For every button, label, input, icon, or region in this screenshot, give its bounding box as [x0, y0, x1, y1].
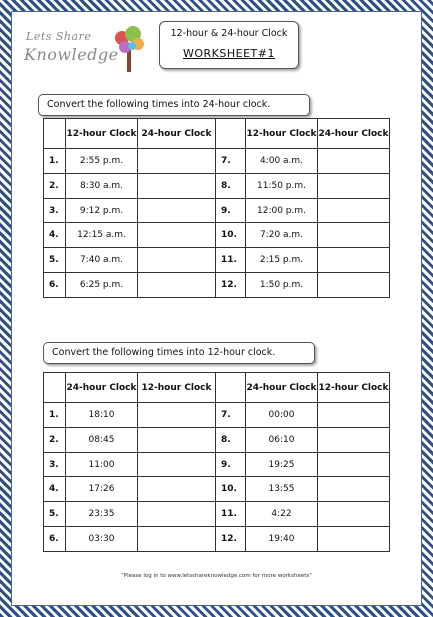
question-number: 6.	[44, 527, 66, 552]
answer-cell[interactable]	[318, 173, 390, 198]
given-time: 7:40 a.m.	[66, 248, 138, 273]
answer-cell[interactable]	[138, 223, 216, 248]
given-time: 06:10	[246, 427, 318, 452]
question-number: 10.	[216, 477, 246, 502]
answer-cell[interactable]	[138, 173, 216, 198]
question-number: 7.	[216, 149, 246, 174]
given-time: 12:00 p.m.	[246, 198, 318, 223]
question-number: 1.	[44, 149, 66, 174]
answer-cell[interactable]	[318, 452, 390, 477]
site-logo	[20, 20, 152, 76]
worksheet-subtitle: 12-hour & 24-hour Clock	[170, 28, 288, 39]
answer-cell[interactable]	[318, 527, 390, 552]
given-time: 00:00	[246, 403, 318, 428]
question-number: 6.	[44, 273, 66, 298]
question-number: 9.	[216, 452, 246, 477]
given-time: 19:40	[246, 527, 318, 552]
column-header: 24-hour Clock	[66, 373, 138, 403]
given-time: 11:50 p.m.	[246, 173, 318, 198]
given-time: 13:55	[246, 477, 318, 502]
column-header: 12-hour Clock	[66, 119, 138, 149]
column-header: 24-hour Clock	[138, 119, 216, 149]
column-header: 12-hour Clock	[318, 373, 390, 403]
table-row	[44, 477, 390, 502]
answer-cell[interactable]	[318, 477, 390, 502]
given-time: 12:15 a.m.	[66, 223, 138, 248]
question-number: 8.	[216, 173, 246, 198]
question-number: 9.	[216, 198, 246, 223]
question-number: 12.	[216, 273, 246, 298]
question-number: 7.	[216, 403, 246, 428]
table-row	[44, 248, 390, 273]
column-header: 12-hour Clock	[138, 373, 216, 403]
logo-text-line1: Lets Share	[26, 30, 92, 43]
instruction-12-hour: Convert the following times into 12-hour clock.	[43, 342, 315, 364]
answer-cell[interactable]	[318, 223, 390, 248]
table-row	[44, 527, 390, 552]
footer-note: "Please log in to www.letsshareknowledge.com for more worksheets"	[121, 573, 312, 579]
given-time: 19:25	[246, 452, 318, 477]
given-time: 23:35	[66, 502, 138, 527]
given-time: 11:00	[66, 452, 138, 477]
table-row	[44, 149, 390, 174]
given-time: 03:30	[66, 527, 138, 552]
table-row	[44, 502, 390, 527]
given-time: 1:50 p.m.	[246, 273, 318, 298]
answer-cell[interactable]	[318, 248, 390, 273]
question-number: 3.	[44, 198, 66, 223]
given-time: 17:26	[66, 477, 138, 502]
answer-cell[interactable]	[318, 403, 390, 428]
table-row	[44, 403, 390, 428]
question-number: 1.	[44, 403, 66, 428]
table-row	[44, 452, 390, 477]
answer-cell[interactable]	[138, 273, 216, 298]
question-number: 2.	[44, 427, 66, 452]
question-number: 11.	[216, 502, 246, 527]
answer-cell[interactable]	[318, 427, 390, 452]
answer-cell[interactable]	[318, 149, 390, 174]
column-header: 24-hour Clock	[318, 119, 390, 149]
header-blank	[216, 119, 246, 149]
instruction-24-hour: Convert the following times into 24-hour clock.	[38, 94, 310, 116]
header-blank	[44, 119, 66, 149]
column-header: 12-hour Clock	[246, 119, 318, 149]
given-time: 2:55 p.m.	[66, 149, 138, 174]
answer-cell[interactable]	[138, 248, 216, 273]
table-header-row	[44, 119, 390, 149]
given-time: 2:15 p.m.	[246, 248, 318, 273]
answer-cell[interactable]	[138, 477, 216, 502]
given-time: 7:20 a.m.	[246, 223, 318, 248]
answer-cell[interactable]	[138, 149, 216, 174]
given-time: 4:22	[246, 502, 318, 527]
worksheet-title: WORKSHEET#1	[183, 47, 275, 60]
question-number: 2.	[44, 173, 66, 198]
answer-cell[interactable]	[138, 427, 216, 452]
answer-cell[interactable]	[318, 502, 390, 527]
question-number: 11.	[216, 248, 246, 273]
question-number: 3.	[44, 452, 66, 477]
question-number: 8.	[216, 427, 246, 452]
table-row	[44, 173, 390, 198]
table-row	[44, 273, 390, 298]
logo-text-line2: Knowledge	[24, 45, 119, 64]
worksheet-title-box	[159, 21, 299, 69]
table-row	[44, 198, 390, 223]
answer-cell[interactable]	[138, 198, 216, 223]
given-time: 18:10	[66, 403, 138, 428]
answer-cell[interactable]	[318, 273, 390, 298]
given-time: 8:30 a.m.	[66, 173, 138, 198]
given-time: 9:12 p.m.	[66, 198, 138, 223]
conversion-table-to-24-hour	[43, 118, 390, 298]
table-header-row	[44, 373, 390, 403]
table-row	[44, 427, 390, 452]
answer-cell[interactable]	[318, 198, 390, 223]
answer-cell[interactable]	[138, 502, 216, 527]
tree-icon	[112, 24, 146, 74]
answer-cell[interactable]	[138, 452, 216, 477]
question-number: 12.	[216, 527, 246, 552]
header-blank	[44, 373, 66, 403]
question-number: 10.	[216, 223, 246, 248]
conversion-table-to-12-hour	[43, 372, 390, 552]
table-row	[44, 223, 390, 248]
given-time: 08:45	[66, 427, 138, 452]
column-header: 24-hour Clock	[246, 373, 318, 403]
answer-cell[interactable]	[138, 527, 216, 552]
answer-cell[interactable]	[138, 403, 216, 428]
given-time: 6:25 p.m.	[66, 273, 138, 298]
given-time: 4:00 a.m.	[246, 149, 318, 174]
question-number: 5.	[44, 502, 66, 527]
question-number: 5.	[44, 248, 66, 273]
question-number: 4.	[44, 477, 66, 502]
question-number: 4.	[44, 223, 66, 248]
header-blank	[216, 373, 246, 403]
